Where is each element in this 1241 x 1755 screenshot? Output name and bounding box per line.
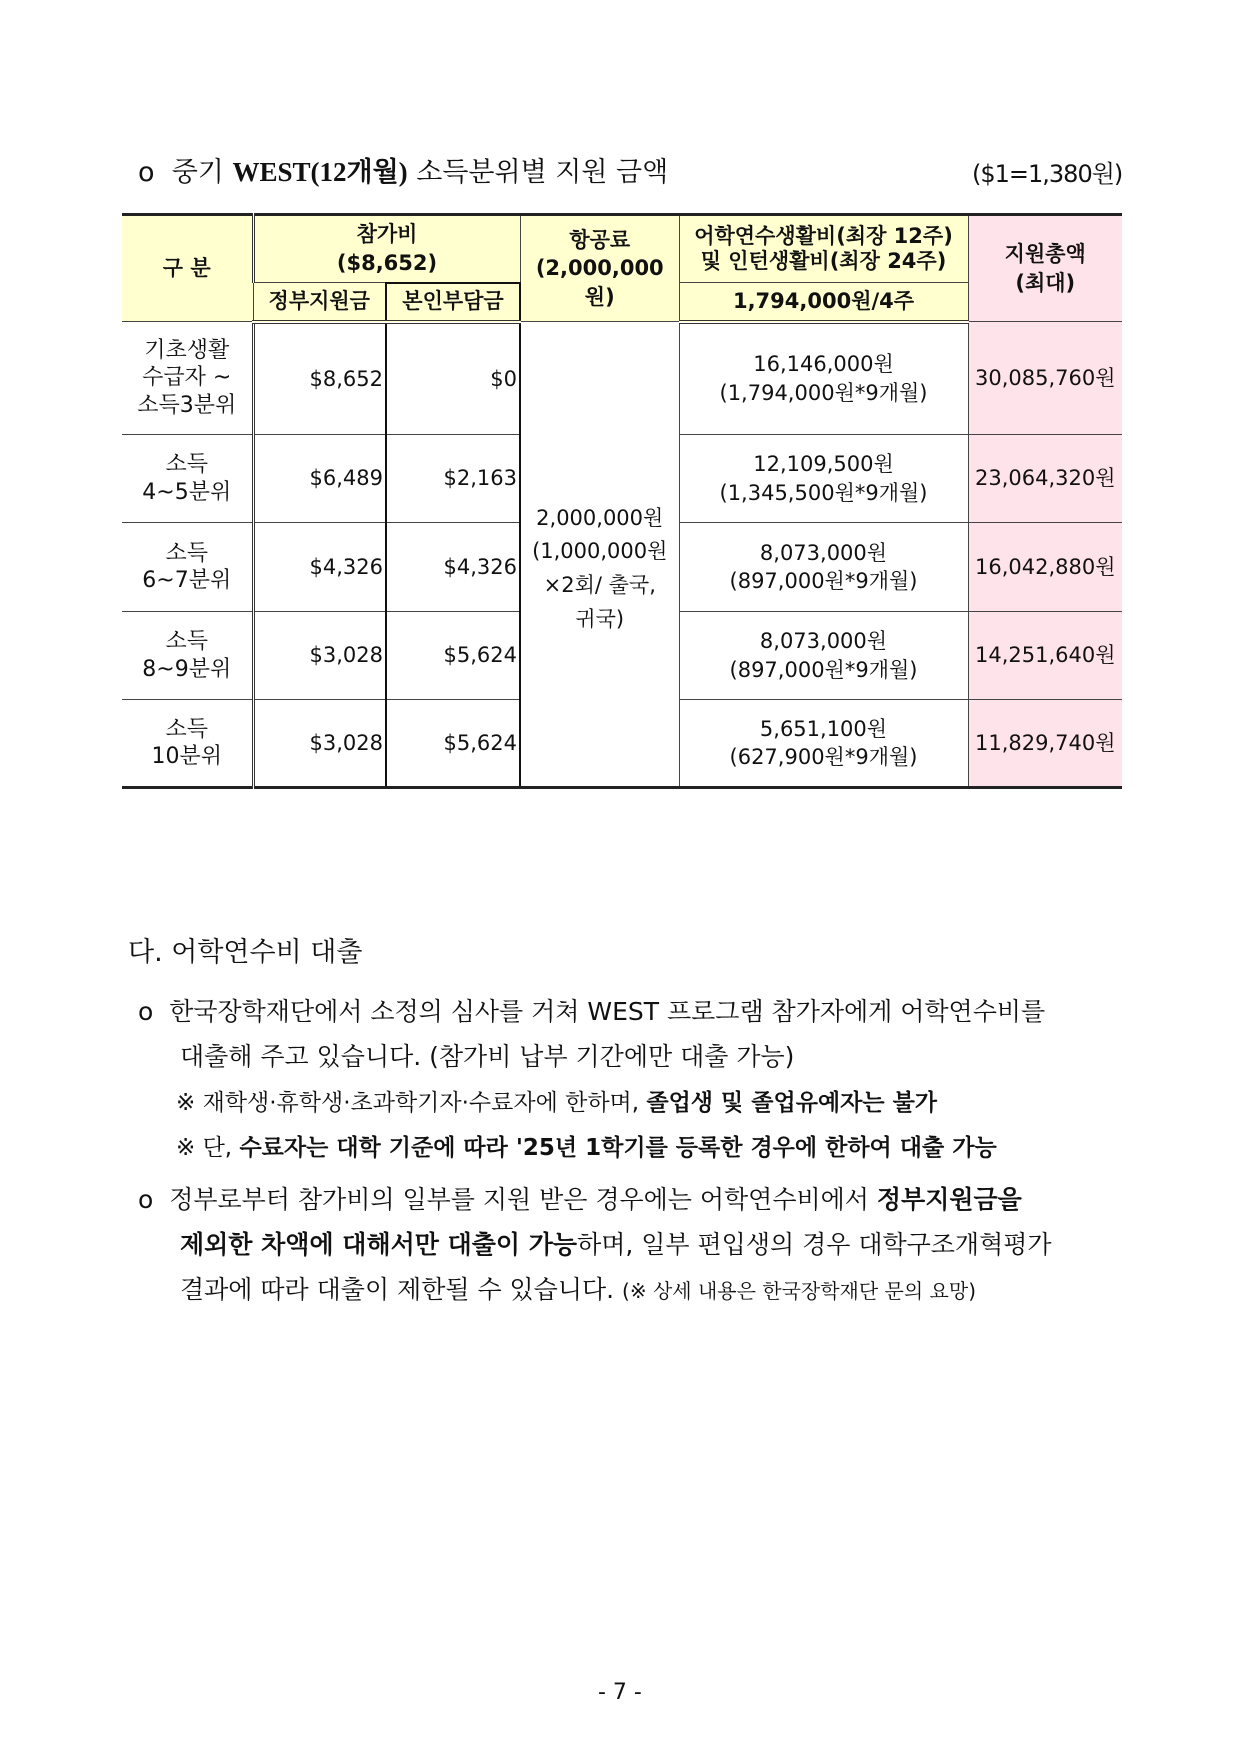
category-cell: 기초생활 수급자 ~ 소득3분위	[122, 322, 253, 435]
category-cell: 소득 8~9분위	[122, 612, 253, 700]
table-row	[122, 322, 1122, 435]
total-cell: 23,064,320원	[968, 435, 1122, 523]
header-own: 본인부담금	[386, 283, 520, 322]
support-amount-table	[122, 213, 1122, 789]
header-living-rate: 1,794,000원/4주	[679, 283, 968, 322]
section-heading: 다. 어학연수비 대출	[128, 937, 363, 968]
own-cell: $0	[386, 322, 520, 435]
total-cell: 14,251,640원	[968, 612, 1122, 700]
living-cell: 8,073,000원 (897,000원*9개월)	[679, 612, 968, 700]
header-gov: 정부지원금	[253, 283, 386, 322]
living-cell: 12,109,500원 (1,345,500원*9개월)	[679, 435, 968, 523]
gov-cell: $8,652	[253, 322, 386, 435]
total-cell: 11,829,740원	[968, 700, 1122, 788]
airfare-cell: 2,000,000원 (1,000,000원 ×2회/ 출국, 귀국)	[520, 322, 679, 788]
category-cell: 소득 10분위	[122, 700, 253, 788]
note-line: ※ 단, 수료자는 대학 기준에 따라 '25년 1학기를 등록한 경우에 한하여 대출 가능	[176, 1135, 997, 1161]
gov-cell: $6,489	[253, 435, 386, 523]
page-number: - 7 -	[598, 1680, 642, 1705]
living-cell: 8,073,000원 (897,000원*9개월)	[679, 523, 968, 612]
living-cell: 16,146,000원 (1,794,000원*9개월)	[679, 322, 968, 435]
paragraph-line: o 한국장학재단에서 소정의 심사를 거쳐 WEST 프로그램 참가자에게 어학연수비를	[138, 997, 1046, 1026]
own-cell: $2,163	[386, 435, 520, 523]
paragraph-line: 제외한 차액에 대해서만 대출이 가능하며, 일부 편입생의 경우 대학구조개혁평가	[180, 1230, 1052, 1259]
own-cell: $4,326	[386, 523, 520, 612]
category-cell: 소득 6~7분위	[122, 523, 253, 612]
paragraph-line: o 정부로부터 참가비의 일부를 지원 받은 경우에는 어학연수비에서 정부지원금을	[138, 1185, 1022, 1214]
note-line: ※ 재학생·휴학생·초과학기자·수료자에 한하며, 졸업생 및 졸업유예자는 불가	[176, 1090, 938, 1116]
gov-cell: $4,326	[253, 523, 386, 612]
own-cell: $5,624	[386, 700, 520, 788]
header-row	[122, 215, 1122, 283]
living-cell: 5,651,100원 (627,900원*9개월)	[679, 700, 968, 788]
total-cell: 16,042,880원	[968, 523, 1122, 612]
total-cell: 30,085,760원	[968, 322, 1122, 435]
paragraph-line: 대출해 주고 있습니다. (참가비 납부 기간에만 대출 가능)	[180, 1042, 795, 1071]
header-total: 지원총액 (최대)	[968, 215, 1122, 322]
header-fee: 참가비 ($8,652)	[253, 215, 520, 283]
table-title: o 중기 WEST(12개월) 소득분위별 지원 금액	[138, 157, 669, 188]
gov-cell: $3,028	[253, 700, 386, 788]
header-airfare: 항공료 (2,000,000원)	[520, 215, 679, 322]
header-living: 어학연수생활비(최장 12주) 및 인턴생활비(최장 24주)	[679, 215, 968, 283]
exchange-rate: ($1=1,380원)	[972, 160, 1123, 188]
header-category: 구 분	[122, 215, 253, 322]
paragraph-line: 결과에 따라 대출이 제한될 수 있습니다. (※ 상세 내용은 한국장학재단 문의 요망)	[180, 1275, 976, 1304]
gov-cell: $3,028	[253, 612, 386, 700]
category-cell: 소득 4~5분위	[122, 435, 253, 523]
own-cell: $5,624	[386, 612, 520, 700]
